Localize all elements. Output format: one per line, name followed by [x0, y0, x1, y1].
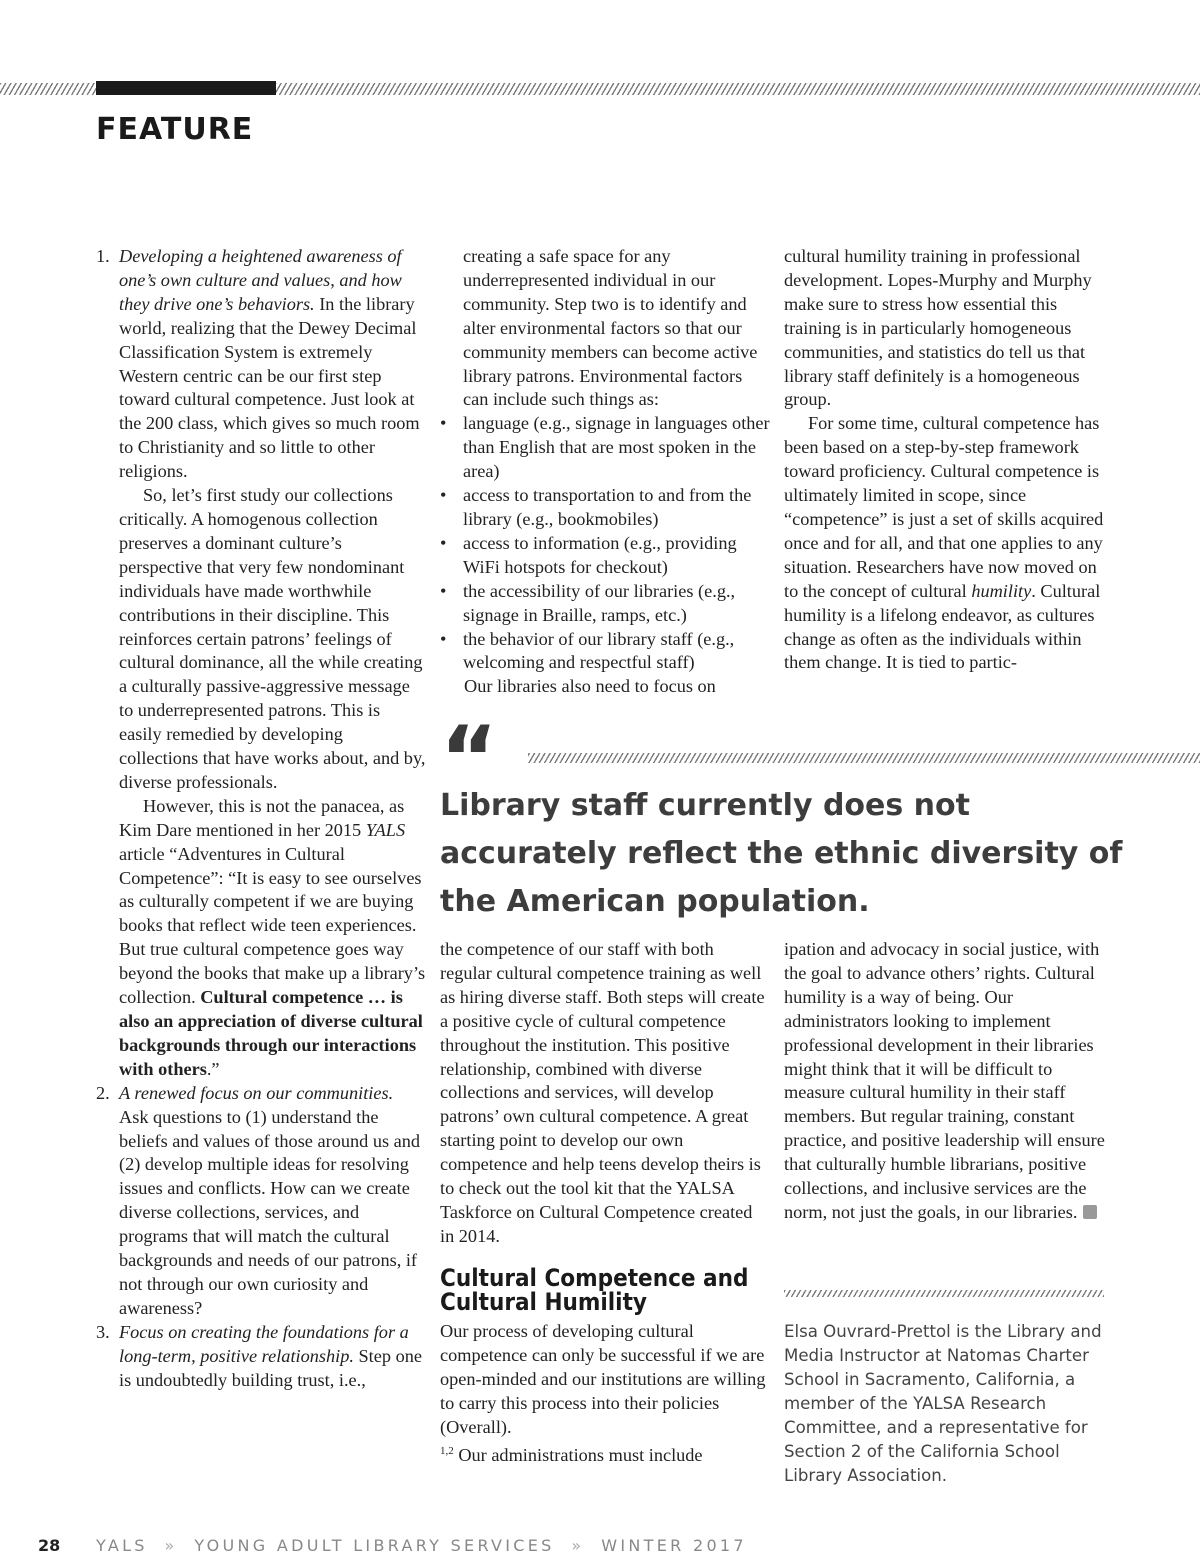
text-run: Our administrations must include — [453, 1444, 703, 1465]
emphasis: humility — [971, 580, 1032, 601]
text-run: For some time, cultural competence has been based on a step-by-step framework toward proficiency. Cultural competence is ultimately limited in scope, since “competence” is just a set of skills acquired once and for all, and that one applies to any situation. Researchers have now moved on to the concept of cultural — [784, 413, 1104, 601]
text-run: .” — [206, 1058, 220, 1079]
separator: » — [571, 1536, 585, 1555]
running-footer — [96, 1536, 747, 1555]
quote-hatch-rule — [528, 753, 1200, 763]
list-item-text: In the library world, realizing that the Dewey Decimal Classification System is extremely Western centric can be our first step toward cultural competence. Just look at the 200 class, which gives so much room to Christianity and so little to other religions. — [119, 293, 420, 482]
list-number: 1. — [96, 246, 110, 266]
column-b-bottom — [440, 938, 770, 1249]
body-paragraph — [784, 412, 1114, 675]
footnote-ref: 1,2 — [440, 1444, 454, 1457]
header-accent-bar — [96, 81, 276, 95]
bold-quote: Cultural competence … is also an appreciation of diverse cultural backgrounds through our interactions with others — [119, 987, 423, 1079]
journal-name: YOUNG ADULT LIBRARY SERVICES — [194, 1536, 555, 1555]
separator: » — [164, 1536, 178, 1555]
text-run: Our process of developing cultural competence can only be successful if we are open-minded and our institutions are willing to carry this process into their policies (Overall). — [440, 1321, 766, 1437]
text-run: ipation and advocacy in social justice, with the goal to advance others’ rights. Cultural humility is a way of being. Our administrators looking to implement professional development in their libraries might think that it will be difficult to measure cultural humility in their staff members. But regular training, constant practice, and positive leadership will ensure that culturally humble librarians, positive collections, and inclusive services are the norm, not just the goals, in our libraries. — [784, 939, 1105, 1222]
bullet-icon: • — [440, 485, 447, 506]
text-run: article “Adventures in Cultural Competence”: “It is easy to see ourselves as culturally competent if we are buying books that reflect wide teen experiences. But true cultural competence goes way beyond the books that make up a library’s collection. — [119, 843, 426, 1008]
list-item-text: Step one is undoubtedly building trust, i.e., — [119, 1345, 422, 1390]
list-item-text: Ask questions to (1) understand the beliefs and values of those around us and (2) develop multiple ideas for resolving issues and conflicts. How can we create diverse collections, services, and programs that will match the cultural backgrounds and needs of our patrons, if not through our own curiosity and awareness? — [119, 1106, 421, 1318]
bullet-icon: • — [440, 628, 447, 649]
page-number: 28 — [38, 1536, 61, 1555]
list-number: 3. — [96, 1321, 110, 1342]
column-b-top — [440, 245, 770, 699]
column-c-top — [784, 245, 1114, 675]
pull-quote: Library staff currently does not accurately reflect the ethnic diversity of the American population. — [440, 788, 1123, 919]
journal-abbr: YALS — [96, 1536, 148, 1555]
section-label: FEATURE — [96, 112, 254, 147]
body-paragraph — [784, 938, 1114, 1225]
text-run: However, this is not the panacea, as Kim Dare mentioned in her 2015 — [119, 795, 405, 840]
list-item-lead: Developing a heightened awareness of one’s own culture and values, and how they drive one’s behaviors. — [119, 246, 402, 314]
body-paragraph: creating a safe space for any underrepresented individual in our community. Step two is to identify and alter environmental factors so that our community members can become active library patrons. Environmental factors can include such things as: — [463, 246, 758, 410]
text-run: . Cultural humility is a lifelong endeavor, as cultures change as often as the individuals within them change. It is tied to partic- — [784, 580, 1101, 673]
list-item-1 — [96, 245, 426, 484]
bullet-text: the accessibility of our libraries (e.g., signage in Braille, ramps, etc.) — [463, 580, 736, 625]
list-item-2 — [96, 1082, 426, 1321]
bullet-item — [440, 628, 770, 676]
list-item-lead: Focus on creating the foundations for a long-term, positive relationship. — [119, 1321, 409, 1366]
bullet-text: access to information (e.g., providing WiFi hotspots for checkout) — [463, 532, 737, 577]
bullet-icon: • — [440, 580, 447, 601]
bullet-icon: • — [440, 413, 447, 434]
bullet-item — [440, 580, 770, 628]
body-paragraph: the competence of our staff with both regular cultural competence training as well as hiring diverse staff. Both steps will create a positive cycle of cultural competence throughout the institution. This positive relationship, combined with diverse collections and services, will develop patrons’ own cultural competence. A great starting point to develop our own competence and help teens develop theirs is to check out the tool kit that the YALSA Taskforce on Cultural Competence created in 2014. — [440, 939, 765, 1246]
bullet-text: access to transportation to and from the library (e.g., bookmobiles) — [463, 485, 752, 529]
bullet-item — [440, 532, 770, 580]
body-paragraph — [440, 1320, 770, 1468]
column-a — [96, 245, 426, 1393]
issue-label: WINTER 2017 — [601, 1536, 747, 1555]
bullet-item — [440, 484, 770, 532]
bullet-icon: • — [440, 532, 447, 553]
body-paragraph: So, let’s first study our collections critically. A homogenous collection preserves a dominant culture’s perspective that very few nondominant individuals have made worthwhile contributions in their discipline. This reinforces certain patrons’ feelings of cultural dominance, all the while creating a culturally passive-aggressive message to underrepresented patrons. This is easily remedied by developing collections that have works about, and by, diverse professionals. — [119, 485, 426, 792]
body-paragraph-quote — [96, 795, 426, 1082]
column-b-bottom-2 — [440, 1320, 770, 1468]
end-mark-icon — [1083, 1205, 1097, 1219]
journal-title: YALS — [365, 819, 406, 840]
list-number: 2. — [96, 1082, 110, 1103]
body-paragraph: Our libraries also need to focus on — [464, 676, 716, 697]
author-bio: Elsa Ouvrard-Prettol is the Library and Media Instructor at Natomas Charter School in Sacramento, California, a member of the YALSA Research Committee, and a representative for Section 2 of the California School Library Association. — [784, 1322, 1102, 1485]
subhead: Cultural Competence and Cultural Humility — [440, 1264, 749, 1316]
bio-hatch-rule — [784, 1290, 1104, 1297]
bullet-text: the behavior of our library staff (e.g., welcoming and respectful staff) — [463, 628, 735, 673]
list-item-lead: A renewed focus on our communities. — [119, 1082, 394, 1103]
body-paragraph: cultural humility training in professional development. Lopes-Murphy and Murphy make sure to stress how essential this training is in particularly homogeneous communities, and statistics do tell us that library staff definitely is a homogeneous group. — [784, 246, 1092, 410]
bullet-text: language (e.g., signage in languages other than English that are most spoken in the area) — [463, 413, 770, 482]
bullet-item — [440, 412, 770, 484]
column-c-bottom — [784, 938, 1114, 1225]
list-item-3 — [96, 1321, 426, 1393]
quote-mark-icon: “ — [440, 707, 498, 810]
